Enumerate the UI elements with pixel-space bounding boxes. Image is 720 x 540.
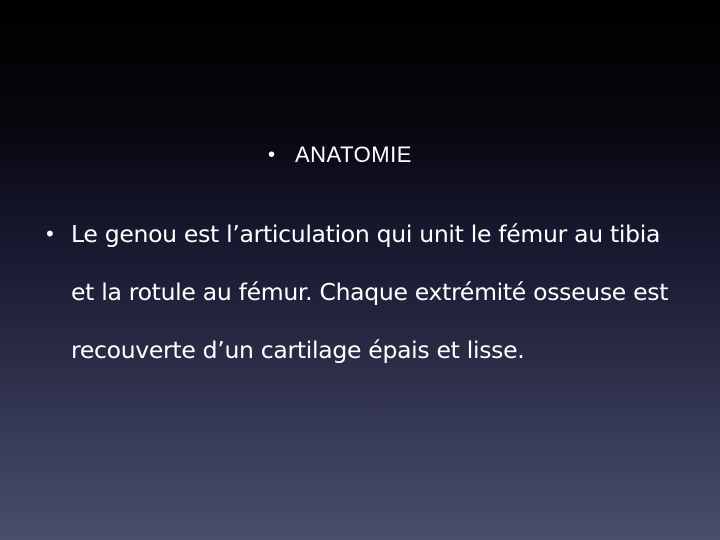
slide-heading (268, 142, 412, 168)
heading-bullet-icon: • (268, 143, 276, 166)
heading-text: ANATOMIE (295, 142, 412, 167)
paragraph-text: Le genou est l’articulation qui unit le fémur au tibia et la rotule au fémur. Chaque extrémité osseuse est recouverte d’un cartilage épais et lisse. (71, 220, 669, 364)
paragraph-bullet-icon: • (44, 222, 56, 246)
body-paragraph (44, 205, 684, 379)
